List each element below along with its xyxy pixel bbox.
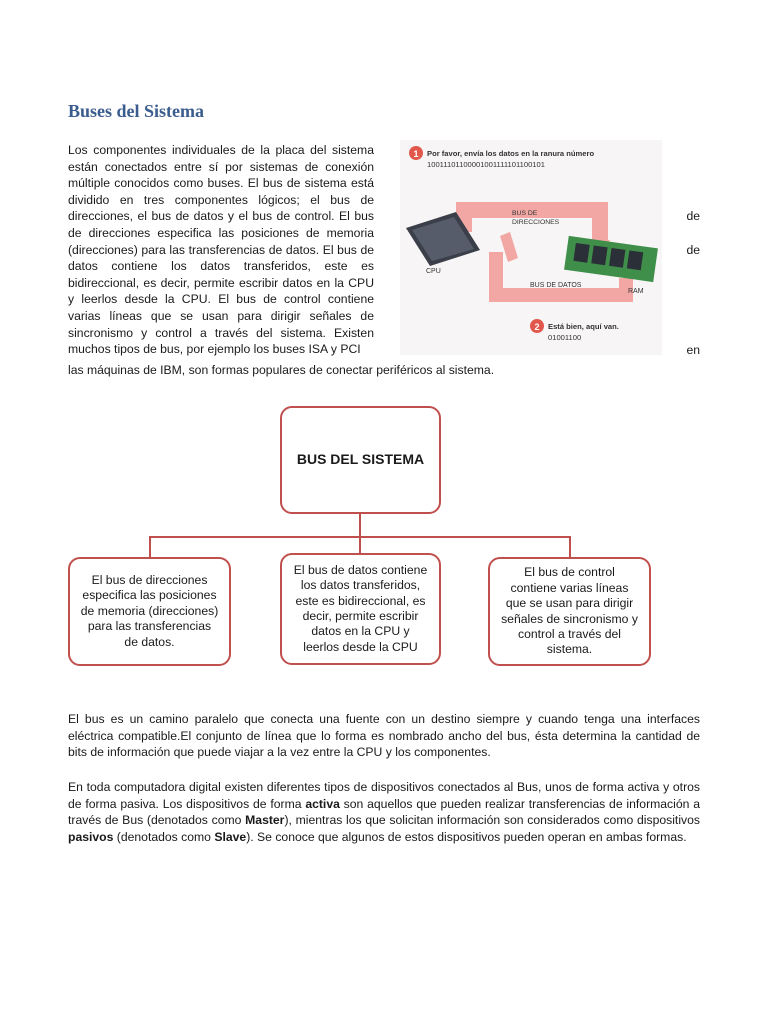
paragraph-2-part-5: ). Se conoce que algunos de estos dispositivos pueden operan en ambas formas.	[246, 829, 687, 844]
address-bus-label-line-2: DIRECCIONES	[512, 219, 560, 226]
bold-term-pasivos: pasivos	[68, 829, 114, 844]
child-2-connector	[359, 536, 361, 553]
root-connector	[359, 514, 361, 537]
intro-float-word-2: de	[686, 243, 700, 257]
intro-float-word-1: de	[686, 209, 700, 223]
step-2-number: 2	[534, 322, 540, 332]
ram-label: RAM	[628, 288, 644, 295]
intro-paragraph-tail: las máquinas de IBM, son formas populares de conectar periféricos al sistema.	[68, 363, 495, 377]
paragraph-2-part-1: En toda computadora digital existen diferentes tipos de dispositivos conectados al Bus, unos de forma activa y otros de forma pasiva. Los dispositivos de forma	[68, 780, 700, 811]
child-1-connector	[149, 536, 151, 557]
diagram-root-node: BUS DEL SISTEMA	[280, 406, 441, 514]
intro-paragraph: Los componentes individuales de la placa del sistema están conectados entre sí por sistemas de conexión múltiple conocidos como buses. El bus de sistema está dividido en tres componentes lógicos; el bus de direcciones, el bus de datos y el bus de control. El bus de direcciones especifica las posiciones de memoria (direcciones) para las transferencias de datos. El bus de datos contiene los datos transferidos, este es bidireccional, es decir, permite escribir datos en la CPU y leerlos desde la CPU. El bus de control contiene varias líneas que se usan para dirigir señales de sincronismo y control a través del sistema. Existen muchos tipos de bus, por ejemplo los buses ISA y PCI	[68, 143, 374, 357]
step-2-code: 01001100	[548, 333, 582, 342]
diagram-node-address-bus: El bus de direcciones especifica las posiciones de memoria (direcciones) para las transferencias de datos.	[68, 557, 231, 666]
bold-term-master: Master	[245, 813, 285, 828]
paragraph-2-part-4: (denotados como	[113, 829, 215, 844]
paragraph-2-part-2: son aquellos que pueden realizar transferencias de información a través de Bus (denotados como	[68, 796, 700, 828]
paragraph-bus-definition: El bus es un camino paralelo que conecta una fuente con un destino siempre y cuando tenga una interfaces eléctrica compatible.El conjunto de línea que lo forma es nombrado ancho del bus, ésta determina la cantidad de bits de información que puede viajar a la vez entre la CPU y los componentes.	[68, 712, 700, 760]
address-bus-label-line-1: BUS DE	[512, 210, 538, 217]
step-1-text: Por favor, envía los datos en la ranura número	[427, 149, 595, 158]
intro-float-word-3: en	[686, 343, 700, 357]
data-bus-label: BUS DE DATOS	[530, 282, 582, 289]
ram-chip-1	[573, 243, 589, 263]
paragraph-2-part-3: ), mientras los que solicitan información son considerados como dispositivos	[284, 813, 700, 828]
ram-chip-3	[609, 248, 625, 268]
step-2-text: Está bien, aquí van.	[548, 322, 619, 331]
page-title: Buses del Sistema	[68, 101, 205, 121]
bold-term-activa: activa	[305, 796, 340, 811]
step-1-number: 1	[413, 149, 419, 159]
diagram-node-data-bus: El bus de datos contiene los datos transferidos, este es bidireccional, es decir, permite escribir datos en la CPU y leerlos desde la CPU	[280, 553, 441, 665]
bold-term-slave: Slave	[214, 829, 247, 844]
system-bus-illustration	[400, 140, 662, 355]
diagram-node-control-bus: El bus de control contiene varias líneas que se usan para dirigir señales de sincronismo y control a través del sistema.	[488, 557, 651, 666]
child-3-connector	[569, 536, 571, 557]
bus-figure-svg	[400, 140, 662, 355]
cpu-label: CPU	[426, 268, 441, 275]
system-bus-hierarchy-diagram	[0, 395, 768, 685]
paragraph-device-types	[68, 779, 700, 845]
ram-chip-4	[627, 250, 643, 270]
ram-chip-2	[591, 245, 607, 265]
step-1-code: 10011101100001001111101100101	[427, 160, 545, 169]
